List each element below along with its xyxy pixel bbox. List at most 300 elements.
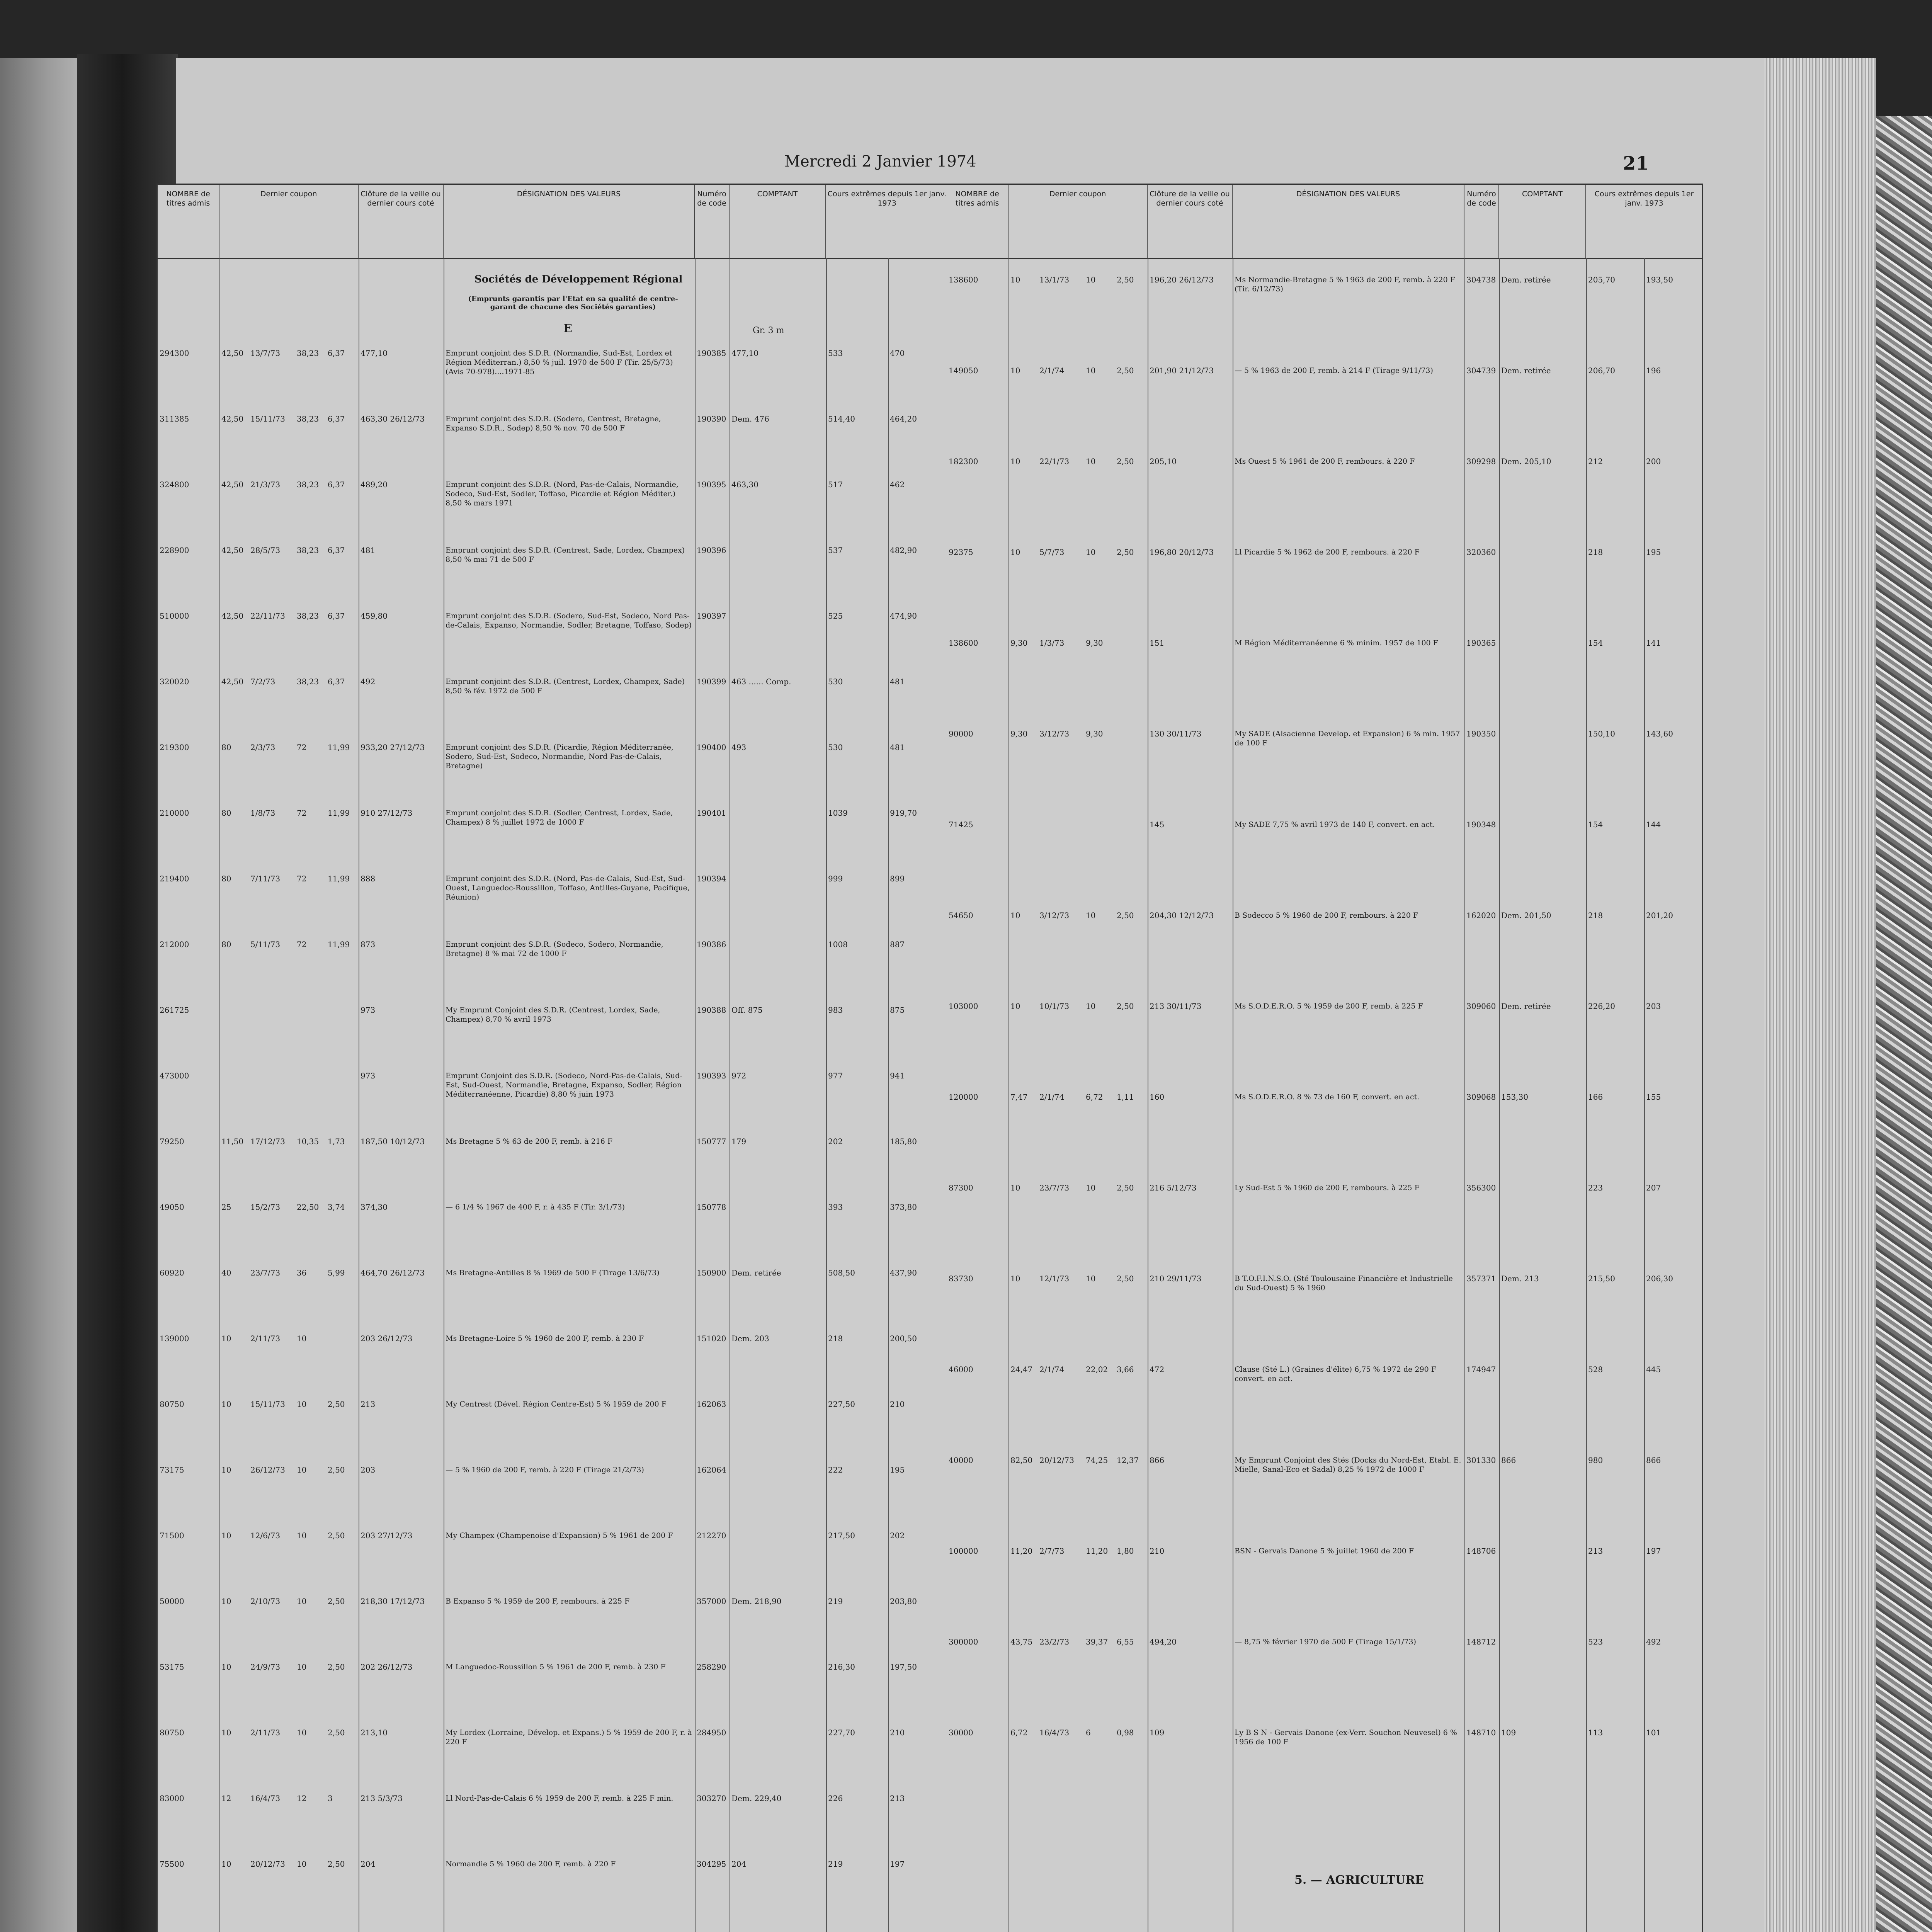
plus-haut-cell: 227,70	[828, 1728, 855, 1737]
date-cell: 2/1/74	[1039, 366, 1065, 375]
plus-bas-cell: 213	[890, 1794, 905, 1803]
complement-cell: 3,66	[1117, 1365, 1134, 1374]
montant-cell: 9,30	[1010, 729, 1028, 738]
montant-cell: 42,50	[221, 349, 244, 358]
encaissement-cell: 12	[297, 1794, 307, 1803]
plus-haut-cell: 1008	[828, 940, 848, 949]
cloture-cell: 492	[361, 677, 376, 686]
table-row	[947, 1454, 1702, 1545]
encaissement-cell: 36	[297, 1268, 307, 1277]
montant-cell: 10	[221, 1662, 231, 1672]
plus-haut-cell: 219	[828, 1859, 843, 1869]
nombre-cell: 219300	[160, 743, 189, 752]
plus-bas-cell: 887	[890, 940, 905, 949]
table-row	[158, 1267, 948, 1332]
nombre-cell: 80750	[160, 1400, 184, 1409]
table-row	[947, 274, 1702, 364]
montant-cell: 10	[221, 1859, 231, 1869]
plus-bas-cell: 200	[1646, 457, 1661, 466]
nombre-cell: 324800	[160, 480, 189, 489]
nombre-cell: 510000	[160, 611, 189, 621]
plus-bas-cell: 143,60	[1646, 729, 1673, 738]
table-row	[158, 741, 948, 807]
col-designation: DÉSIGNATION DES VALEURS	[444, 185, 695, 258]
date-cell: 3/12/73	[1039, 729, 1070, 738]
designation-cell: Clause (Sté L.) (Graines d'élite) 6,75 % 1972 de 290 F convert. en act.	[1235, 1365, 1436, 1383]
designation-cell: Emprunt Conjoint des S.D.R. (Sodeco, Nord-Pas-de-Calais, Sud-Est, Sud-Ouest, Normandie, Bretagne, Expanso, Sodler, Région Méditerranéenne, Picardie) 8,80 % juin 1973	[446, 1071, 682, 1099]
code-cell: 190385	[697, 349, 726, 358]
montant-cell: 10	[221, 1531, 231, 1540]
cloture-cell: 204	[361, 1859, 376, 1869]
code-cell: 309060	[1466, 1002, 1496, 1011]
montant-cell: 10	[221, 1465, 231, 1475]
encaissement-cell: 10,35	[297, 1137, 319, 1146]
montant-cell: 40	[221, 1268, 231, 1277]
complement-cell: 2,50	[1117, 366, 1134, 375]
comptant-cell: Dem. 205,10	[1501, 457, 1551, 466]
date-cell: 13/1/73	[1039, 275, 1070, 284]
plus-haut-cell: 1039	[828, 808, 848, 818]
designation-cell: Emprunt conjoint des S.D.R. (Sodero, Sud-Est, Sodeco, Nord Pas-de-Calais, Expanso, Normandie, Sodler, Bretagne, Toffaso, Sodep)	[446, 612, 692, 629]
cloture-cell: 973	[361, 1071, 376, 1080]
plus-bas-cell: 141	[1646, 638, 1661, 648]
right-table-header	[947, 185, 1702, 259]
encaissement-cell: 22,50	[297, 1202, 319, 1212]
page-edges	[1764, 58, 1876, 1932]
montant-cell: 42,50	[221, 677, 244, 686]
complement-cell: 2,50	[328, 1465, 345, 1475]
encaissement-cell: 38,23	[297, 546, 319, 555]
code-cell: 150900	[697, 1268, 726, 1277]
designation-cell: — 6 1/4 % 1967 de 400 F, r. à 435 F (Tir. 3/1/73)	[446, 1203, 625, 1211]
plus-bas-cell: 492	[1646, 1637, 1661, 1646]
designation-cell: My Emprunt Conjoint des Stés (Docks du Nord-Est, Etabl. E. Mielle, Sanal-Eco et Sadal) 8,25 % 1972 de 1000 F	[1235, 1456, 1461, 1474]
right-table	[947, 184, 1703, 1932]
designation-cell: Ms Bretagne 5 % 63 de 200 F, remb. à 216 F	[446, 1137, 613, 1146]
encaissement-cell: 10	[1086, 457, 1096, 466]
code-cell: 148706	[1466, 1546, 1496, 1556]
montant-cell: 25	[221, 1202, 231, 1212]
montant-cell: 10	[1010, 1002, 1020, 1011]
plus-haut-cell: 999	[828, 874, 843, 883]
designation-cell: My SADE 7,75 % avril 1973 de 140 F, convert. en act.	[1235, 820, 1435, 829]
plus-bas-cell: 193,50	[1646, 275, 1673, 284]
montant-cell: 80	[221, 808, 231, 818]
date-cell: 7/2/73	[250, 677, 276, 686]
encaissement-cell: 39,37	[1086, 1637, 1108, 1646]
encaissement-cell: 6,72	[1086, 1092, 1103, 1102]
encaissement-cell: 38,23	[297, 611, 319, 621]
plus-haut-cell: 213	[1588, 1546, 1603, 1556]
plus-haut-cell: 530	[828, 743, 843, 752]
left-page-edge	[0, 58, 78, 1932]
encaissement-cell: 10	[1086, 911, 1096, 920]
table-row	[158, 1529, 948, 1595]
plus-bas-cell: 899	[890, 874, 905, 883]
code-cell: 190395	[697, 480, 726, 489]
designation-cell: Emprunt conjoint des S.D.R. (Picardie, Région Méditerranée, Sodero, Sud-Est, Sodeco, Normandie, Nord Pas-de-Calais, Bretagne)	[446, 743, 673, 770]
table-row	[947, 1545, 1702, 1636]
code-cell: 148712	[1466, 1637, 1496, 1646]
encaissement-cell: 72	[297, 808, 307, 818]
comptant-cell: 463,30	[731, 480, 759, 489]
encaissement-cell: 10	[297, 1597, 307, 1606]
date-cell: 12/1/73	[1039, 1274, 1070, 1283]
col-cours-extremes: Cours extrêmes depuis 1er janv. 1973	[827, 190, 947, 207]
nombre-cell: 79250	[160, 1137, 184, 1146]
plus-bas-cell: 185,80	[890, 1137, 917, 1146]
date-cell: 12/6/73	[250, 1531, 281, 1540]
col-numero: Numéro de code	[695, 185, 730, 258]
designation-cell: M Languedoc-Roussillon 5 % 1961 de 200 F, remb. à 230 F	[446, 1663, 666, 1671]
code-cell: 190365	[1466, 638, 1496, 648]
montant-cell: 12	[221, 1794, 231, 1803]
designation-cell: Emprunt conjoint des S.D.R. (Nord, Pas-de-Calais, Sud-Est, Sud-Ouest, Languedoc-Roussillon, Toffaso, Antilles-Guyane, Pacifique, Réunion)	[446, 874, 690, 901]
nombre-cell: 87300	[949, 1183, 973, 1192]
plus-haut-cell: 218	[1588, 911, 1603, 920]
date-cell: 20/12/73	[250, 1859, 285, 1869]
cloture-cell: 145	[1150, 820, 1165, 829]
comptant-cell: 179	[731, 1137, 747, 1146]
table-row	[947, 546, 1702, 637]
nombre-cell: 138600	[949, 275, 978, 284]
table-row	[158, 1070, 948, 1135]
col-cloture: Clôture de la veille ou dernier cours coté	[359, 185, 444, 258]
complement-cell: 1,80	[1117, 1546, 1134, 1556]
table-row	[158, 1398, 948, 1464]
table-row	[947, 1182, 1702, 1272]
col-comptant-r: COMPTANT	[1499, 185, 1586, 258]
plus-haut-cell: 517	[828, 480, 843, 489]
designation-cell: My Champex (Champenoise d'Expansion) 5 % 1961 de 200 F	[446, 1531, 673, 1540]
complement-cell: 6,37	[328, 349, 345, 358]
complement-cell: 3	[328, 1794, 333, 1803]
designation-cell: — 5 % 1963 de 200 F, remb. à 214 F (Tirage 9/11/73)	[1235, 366, 1433, 375]
date-cell: 1/8/73	[250, 808, 276, 818]
nombre-cell: 80750	[160, 1728, 184, 1737]
nombre-cell: 294300	[160, 349, 189, 358]
complement-cell: 2,50	[328, 1728, 345, 1737]
plus-bas-cell: 210	[890, 1728, 905, 1737]
table-row	[947, 455, 1702, 546]
montant-cell: 10	[221, 1400, 231, 1409]
nombre-cell: 54650	[949, 911, 973, 920]
plus-haut-cell: 218	[1588, 548, 1603, 557]
cloture-cell: 481	[361, 546, 376, 555]
code-cell: 301330	[1466, 1456, 1496, 1465]
montant-cell: 10	[221, 1597, 231, 1606]
plus-haut-cell: 222	[828, 1465, 843, 1475]
plus-bas-cell: 201,20	[1646, 911, 1673, 920]
plus-haut-cell: 525	[828, 611, 843, 621]
encaissement-cell: 9,30	[1086, 638, 1103, 648]
plus-bas-cell: 195	[1646, 548, 1661, 557]
date-cell: 24/9/73	[250, 1662, 281, 1672]
col-dernier-coupon-r: Dernier coupon	[1009, 185, 1148, 258]
plus-haut-cell: 533	[828, 349, 843, 358]
code-cell: 304295	[697, 1859, 726, 1869]
complement-cell: 2,50	[328, 1662, 345, 1672]
date-cell: 2/11/73	[250, 1728, 281, 1737]
encaissement-cell: 10	[1086, 1183, 1096, 1192]
code-cell: 258290	[697, 1662, 726, 1672]
plus-haut-cell: 219	[828, 1597, 843, 1606]
plus-bas-cell: 474,90	[890, 611, 917, 621]
nombre-cell: 90000	[949, 729, 973, 738]
nombre-cell: 46000	[949, 1365, 973, 1374]
montant-cell: 10	[1010, 457, 1020, 466]
cloture-cell: 203 27/12/73	[361, 1531, 413, 1540]
encaissement-cell: 10	[297, 1531, 307, 1540]
designation-cell: M Région Méditerranéenne 6 % minim. 1957 de 100 F	[1235, 639, 1438, 647]
plus-bas-cell: 866	[1646, 1456, 1661, 1465]
montant-cell: 42,50	[221, 611, 244, 621]
montant-cell: 7,47	[1010, 1092, 1028, 1102]
plus-bas-cell: 197	[1646, 1546, 1661, 1556]
code-cell: 356300	[1466, 1183, 1496, 1192]
montant-cell: 10	[221, 1728, 231, 1737]
complement-cell: 6,37	[328, 611, 345, 621]
code-cell: 303270	[697, 1794, 726, 1803]
encaissement-cell: 6	[1086, 1728, 1091, 1737]
encaissement-cell: 22,02	[1086, 1365, 1108, 1374]
code-cell: 190399	[697, 677, 726, 686]
code-cell: 150777	[697, 1137, 726, 1146]
code-cell: 320360	[1466, 548, 1496, 557]
table-row	[158, 1661, 948, 1726]
date-cell: 22/1/73	[1039, 457, 1070, 466]
plus-bas-cell: 373,80	[890, 1202, 917, 1212]
montant-cell: 42,50	[221, 414, 244, 423]
code-cell: 190397	[697, 611, 726, 621]
cloture-cell: 489,20	[361, 480, 388, 489]
table-row	[158, 1726, 948, 1792]
designation-cell: Ms Ouest 5 % 1961 de 200 F, rembours. à 220 F	[1235, 457, 1415, 466]
nombre-cell: 212000	[160, 940, 189, 949]
plus-bas-cell: 481	[890, 677, 905, 686]
montant-cell: 10	[1010, 1183, 1020, 1192]
table-row	[158, 544, 948, 610]
table-row	[158, 347, 948, 413]
table-row	[947, 1726, 1702, 1817]
montant-cell: 42,50	[221, 480, 244, 489]
comptant-cell: 153,30	[1501, 1092, 1528, 1102]
comptant-cell: 109	[1501, 1728, 1516, 1737]
cloture-cell: 187,50 10/12/73	[361, 1137, 425, 1146]
complement-cell: 6,37	[328, 480, 345, 489]
plus-haut-cell: 514,40	[828, 414, 855, 423]
designation-cell: B T.O.F.I.N.S.O. (Sté Toulousaine Financière et Industrielle du Sud-Ouest) 5 % 1960	[1235, 1274, 1453, 1292]
code-cell: 151020	[697, 1334, 726, 1343]
montant-cell: 80	[221, 874, 231, 883]
plus-bas-cell: 203	[1646, 1002, 1661, 1011]
encaissement-cell: 10	[297, 1662, 307, 1672]
right-rows	[947, 274, 1702, 1932]
code-cell: 190350	[1466, 729, 1496, 738]
montant-cell: 10	[1010, 1274, 1020, 1283]
complement-cell: 6,37	[328, 414, 345, 423]
cloture-cell: 464,70 26/12/73	[361, 1268, 425, 1277]
code-cell: 190396	[697, 546, 726, 555]
nombre-cell: 300000	[949, 1637, 978, 1646]
encaissement-cell: 72	[297, 743, 307, 752]
date-cell: 17/12/73	[250, 1137, 285, 1146]
date-cell: 20/12/73	[1039, 1456, 1074, 1465]
nombre-cell: 103000	[949, 1002, 978, 1011]
code-cell: 357371	[1466, 1274, 1496, 1283]
cloture-cell: 213 5/3/73	[361, 1794, 403, 1803]
table-row	[158, 478, 948, 544]
plus-bas-cell: 196	[1646, 366, 1661, 375]
complement-cell: 2,50	[1117, 548, 1134, 557]
cloture-cell: 463,30 26/12/73	[361, 414, 425, 423]
table-row	[158, 1004, 948, 1070]
encaissement-cell: 10	[1086, 1002, 1096, 1011]
complement-cell: 2,50	[1117, 1183, 1134, 1192]
cloture-cell: 866	[1150, 1456, 1165, 1465]
cloture-cell: 213 30/11/73	[1150, 1002, 1202, 1011]
complement-cell: 11,99	[328, 940, 350, 949]
date-cell: 2/11/73	[250, 1334, 281, 1343]
comptant-cell: Dem. retirée	[1501, 1002, 1551, 1011]
designation-cell: Emprunt conjoint des S.D.R. (Nord, Pas-de-Calais, Normandie, Sodeco, Sud-Est, Sodler, Toffaso, Picardie et Région Méditer.) 8,50 % mars 1971	[446, 480, 679, 507]
montant-cell: 10	[1010, 366, 1020, 375]
plus-haut-cell: 202	[828, 1137, 843, 1146]
plus-bas-cell: 197	[890, 1859, 905, 1869]
complement-cell: 1,73	[328, 1137, 345, 1146]
date-cell: 2/1/74	[1039, 1365, 1065, 1374]
plus-bas-cell: 445	[1646, 1365, 1661, 1374]
code-cell: 162020	[1466, 911, 1496, 920]
date-cell: 16/4/73	[250, 1794, 281, 1803]
table-row	[158, 413, 948, 478]
date-cell: 23/2/73	[1039, 1637, 1070, 1646]
cloture-cell: 374,30	[361, 1202, 388, 1212]
plus-haut-cell: 205,70	[1588, 275, 1615, 284]
table-row	[158, 807, 948, 872]
code-cell: 162063	[697, 1400, 726, 1409]
cloture-cell: 873	[361, 940, 376, 949]
designation-cell: Ly Sud-Est 5 % 1960 de 200 F, rembours. à 225 F	[1235, 1184, 1420, 1192]
table-row	[947, 1091, 1702, 1182]
section-note: (Emprunts garantis par l'Etat en sa qualité de centre-garant de chacune des Sociétés garanties)	[468, 295, 678, 311]
designation-cell: Normandie 5 % 1960 de 200 F, remb. à 220 F	[446, 1860, 616, 1868]
cloture-cell: 213,10	[361, 1728, 388, 1737]
code-cell: 309068	[1466, 1092, 1496, 1102]
date-cell: 22/11/73	[250, 611, 285, 621]
montant-cell: 11,50	[221, 1137, 244, 1146]
designation-cell: Emprunt conjoint des S.D.R. (Normandie, Sud-Est, Lordex et Région Méditerran.) 8,50 % juil. 1970 de 500 F (Tir. 25/5/73) (Avis 70-978)....1971-85	[446, 349, 673, 376]
cloture-cell: 196,80 20/12/73	[1150, 548, 1214, 557]
code-cell: 190386	[697, 940, 726, 949]
montant-cell: 10	[1010, 275, 1020, 284]
complement-cell: 5,99	[328, 1268, 345, 1277]
table-row	[158, 675, 948, 741]
montant-cell: 24,47	[1010, 1365, 1033, 1374]
code-cell: 309298	[1466, 457, 1496, 466]
encaissement-cell: 10	[297, 1400, 307, 1409]
comptant-cell: Dem. 218,90	[731, 1597, 782, 1606]
plus-haut-cell: 977	[828, 1071, 843, 1080]
designation-cell: B Sodecco 5 % 1960 de 200 F, rembours. à 220 F	[1235, 911, 1418, 920]
nombre-cell: 228900	[160, 546, 189, 555]
plus-haut-cell: 528	[1588, 1365, 1603, 1374]
comptant-cell: 463 ...... Comp.	[731, 677, 791, 686]
col-nombre-r: NOMBRE de titres admis	[947, 185, 1009, 258]
plus-bas-cell: 481	[890, 743, 905, 752]
cloture-cell: 218,30 17/12/73	[361, 1597, 425, 1606]
code-cell: 190390	[697, 414, 726, 423]
cloture-cell: 201,90 21/12/73	[1150, 366, 1214, 375]
comptant-cell: Dem. retirée	[731, 1268, 781, 1277]
complement-cell: 0,98	[1117, 1728, 1134, 1737]
col-comptant: COMPTANT	[730, 185, 826, 258]
table-row	[947, 364, 1702, 455]
designation-cell: Ll Picardie 5 % 1962 de 200 F, rembours. à 220 F	[1235, 548, 1420, 556]
cloture-cell: 910 27/12/73	[361, 808, 413, 818]
left-rows	[158, 347, 948, 1932]
cloture-cell: 494,20	[1150, 1637, 1177, 1646]
designation-cell: Ll Nord-Pas-de-Calais 6 % 1959 de 200 F, remb. à 225 F min.	[446, 1794, 673, 1803]
marbled-edge	[1876, 116, 1932, 1932]
designation-cell: Emprunt conjoint des S.D.R. (Centrest, Sade, Lordex, Champex) 8,50 % mai 71 de 500 F	[446, 546, 685, 564]
designation-cell: Emprunt conjoint des S.D.R. (Sodeco, Sodero, Normandie, Bretagne) 8 % mai 72 de 1000 F	[446, 940, 663, 958]
code-cell: 190348	[1466, 820, 1496, 829]
montant-cell: 6,72	[1010, 1728, 1028, 1737]
code-cell: 190388	[697, 1005, 726, 1015]
date-cell: 2/10/73	[250, 1597, 281, 1606]
plus-haut-cell: 113	[1588, 1728, 1603, 1737]
designation-cell: Ly B S N - Gervais Danone (ex-Verr. Souchon Neuvesel) 6 % 1956 de 100 F	[1235, 1728, 1457, 1746]
cloture-cell: 472	[1150, 1365, 1165, 1374]
plus-haut-cell: 227,50	[828, 1400, 855, 1409]
table-row	[158, 1858, 948, 1923]
cloture-cell: 196,20 26/12/73	[1150, 275, 1214, 284]
nombre-cell: 60920	[160, 1268, 184, 1277]
cloture-cell: 477,10	[361, 349, 388, 358]
montant-cell: 10	[1010, 548, 1020, 557]
cloture-cell: 213	[361, 1400, 376, 1409]
comptant-cell: 866	[1501, 1456, 1516, 1465]
encaissement-cell: 10	[1086, 366, 1096, 375]
designation-cell: My Lordex (Lorraine, Dévelop. et Expans.) 5 % 1959 de 200 F, r. à 220 F	[446, 1728, 692, 1746]
encaissement-cell: 38,23	[297, 480, 319, 489]
plus-bas-cell: 101	[1646, 1728, 1661, 1737]
code-cell: 304738	[1466, 275, 1496, 284]
plus-bas-cell: 482,90	[890, 546, 917, 555]
complement-cell: 3,74	[328, 1202, 345, 1212]
encaissement-cell: 10	[1086, 275, 1096, 284]
nombre-cell: 49050	[160, 1202, 184, 1212]
designation-cell: Ms Bretagne-Antilles 8 % 1969 de 500 F (Tirage 13/6/73)	[446, 1269, 660, 1277]
plus-haut-cell: 980	[1588, 1456, 1603, 1465]
complement-cell: 12,37	[1117, 1456, 1139, 1465]
designation-cell: Ms Normandie-Bretagne 5 % 1963 de 200 F, remb. à 220 F (Tir. 6/12/73)	[1235, 276, 1455, 293]
plus-haut-cell: 393	[828, 1202, 843, 1212]
plus-bas-cell: 941	[890, 1071, 905, 1080]
encaissement-cell: 10	[297, 1859, 307, 1869]
nombre-cell: 40000	[949, 1456, 973, 1465]
code-cell: 150778	[697, 1202, 726, 1212]
plus-haut-cell: 530	[828, 677, 843, 686]
plus-bas-cell: 195	[890, 1465, 905, 1475]
code-cell: 190393	[697, 1071, 726, 1080]
plus-bas-cell: 470	[890, 349, 905, 358]
date-cell: 13/7/73	[250, 349, 281, 358]
encaissement-cell: 38,23	[297, 677, 319, 686]
designation-cell: My Emprunt Conjoint des S.D.R. (Centrest, Lordex, Sade, Champex) 8,70 % avril 1973	[446, 1006, 660, 1024]
table-row	[158, 1135, 948, 1201]
